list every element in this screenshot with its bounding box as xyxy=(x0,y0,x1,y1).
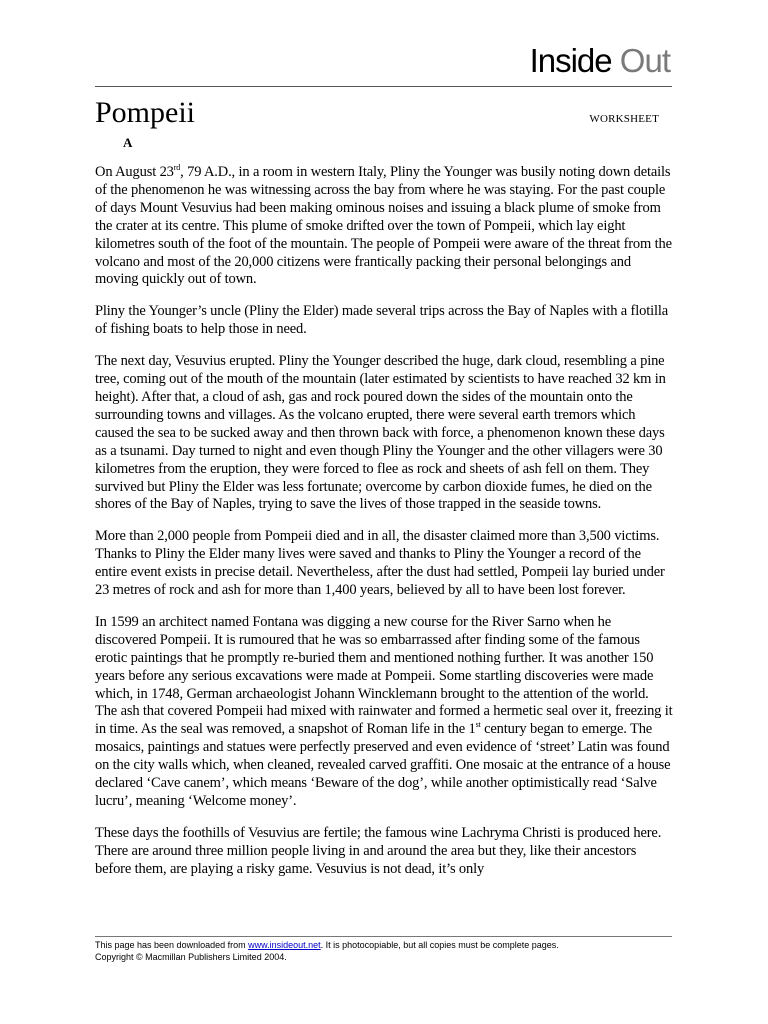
p5-post: century began to emerge. The mosaics, paintings and statues were perfectly preserved and even evidence of ‘street’ Latin was found on the city walls which, when cleaned, revealed carved graffiti. One mosaic at the entrance of a house declared ‘Cave canem’, which means ‘Beware of the dog’, while another optimistically read ‘Salve lucru’, meaning ‘Welcome money’. xyxy=(95,721,671,809)
header-divider xyxy=(95,86,672,87)
footer-line-1 xyxy=(95,939,673,951)
footer-copyright: Copyright © Macmillan Publishers Limited 2004. xyxy=(95,952,287,962)
footer-divider xyxy=(95,936,672,937)
page-title: Pompeii xyxy=(95,96,196,129)
brand-logo xyxy=(530,44,670,77)
p5-sup: st xyxy=(475,720,481,730)
paragraph-3: The next day, Vesuvius erupted. Pliny the Younger described the huge, dark cloud, resembling a pine tree, coming out of the mouth of the mountain (later estimated by scientists to have reached 32 km in height). After that, a cloud of ash, gas and rock poured down the sides of the mountain onto the surrounding towns and villages. As the volcano erupted, there were several earth tremors which caused the sea to be sucked away and then thrown back with force, a phenomenon known these days as a tsunami. Day turned to night and even though Pliny the Younger and the other villagers were 30 kilometres from the eruption, they were forced to flee as rock and sheets of ash fell on them. They survived but Pliny the Elder was less fortunate; overcome by carbon dioxide fumes, he died on the shores of the Bay of Naples, trying to save the lives of those trapped in the seaside towns. xyxy=(95,353,666,513)
brand-out: Out xyxy=(619,42,670,79)
insideout-link[interactable]: www.insideout.net xyxy=(248,940,321,950)
article-body xyxy=(95,164,673,879)
footer-post: . It is photocopiable, but all copies must be complete pages. xyxy=(320,940,559,950)
p1-text: , 79 A.D., in a room in western Italy, Pliny the Younger was busily noting down details of the phenomenon he was witnessing across the bay from where he was staying. For the past couple of days Mount Vesuvius had been making ominous noises and issuing a black plume of smoke from the crater at its centre. This plume of smoke drifted over the town of Pompeii, which lay eight kilometres south of the foot of the mountain. The people of Pompeii were aware of the threat from the volcano and most of the 20,000 citizens were frantically packing their personal belongings and moving quickly out of town. xyxy=(95,164,672,288)
p1-date: On August 23 xyxy=(95,164,174,180)
paragraph-4: More than 2,000 people from Pompeii died and in all, the disaster claimed more than 3,500 victims. Thanks to Pliny the Elder many lives were saved and thanks to Pliny the Younger a record of the entire event exists in precise detail. Nevertheless, after the dust had settled, Pompeii lay buried under 23 metres of rock and ash for more than 1,400 years, believed by all to have been lost forever. xyxy=(95,528,665,599)
worksheet-label: WORKSHEET xyxy=(589,113,659,125)
paragraph-2: Pliny the Younger’s uncle (Pliny the Elder) made several trips across the Bay of Naples with a flotilla of fishing boats to help those in need. xyxy=(95,303,669,338)
paragraph-6: These days the foothills of Vesuvius are fertile; the famous wine Lachryma Christi is produced here. There are around three million people living in and around the area but they, like their ancestors before them, are playing a risky game. Vesuvius is not dead, it’s only xyxy=(95,824,662,877)
brand-inside: Inside xyxy=(529,42,612,79)
worksheet-version: A xyxy=(123,135,133,150)
page-footer xyxy=(95,939,673,963)
paragraph-1 xyxy=(95,164,673,289)
p1-date-suffix: rd xyxy=(173,163,181,173)
paragraph-5 xyxy=(95,614,673,811)
footer-pre: This page has been downloaded from xyxy=(95,940,249,950)
p5-pre: In 1599 an architect named Fontana was digging a new course for the River Sarno when he discovered Pompeii. It is rumoured that he was so embarrassed after finding some of the famous erotic paintings that he promptly re-buried them and mentioned nothing further. It was another 150 years before any serious excavations were made at Pompeii. Some startling discoveries were made which, in 1748, German archaeologist Johann Wincklemann brought to the attention of the world. The ash that covered Pompeii had mixed with rainwater and formed a hermetic seal over it, freezing it in time. As the seal was removed, a snapshot of Roman life in the 1 xyxy=(95,613,673,738)
